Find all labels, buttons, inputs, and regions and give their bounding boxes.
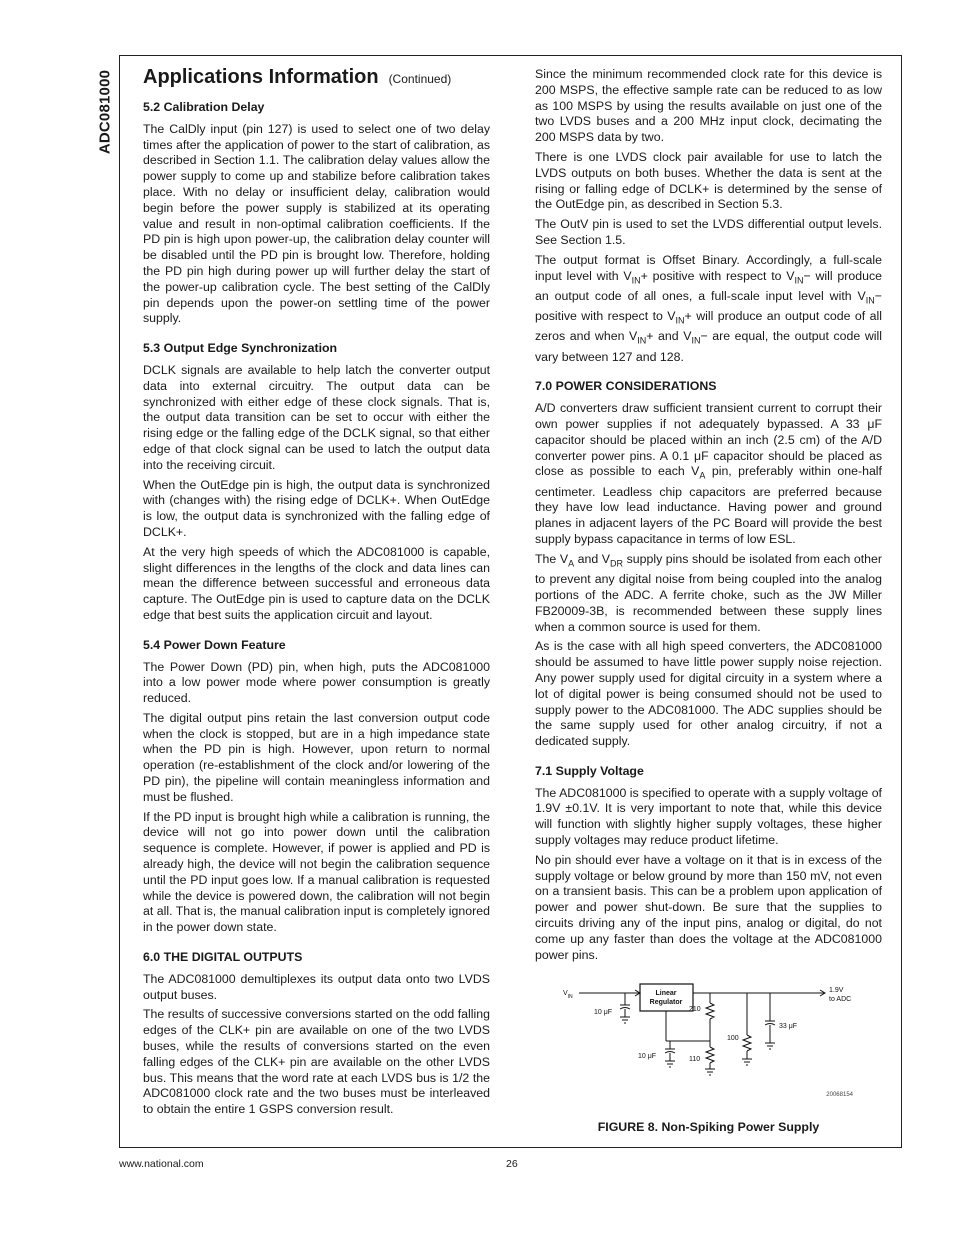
r1-label: 210 [689, 1006, 701, 1014]
para-5-3-2: When the OutEdge pin is high, the output data is synchronized with (changes with) the rising edge of DCLK+. When OutEdge is low, the output data is synchronized with the falling edge of DCLK+. [143, 477, 490, 539]
para-5-3-1: DCLK signals are available to help latch the converter output data into external circuitry. The output data can be synchronized with either edge of these clock signals. That is, the output data transition can be set to occur with either the rising edge or the falling edge of the DCLK signal, so that either edge of that clock signal can be used to latch the output data into the receiving circuit. [143, 362, 490, 472]
title-text: Applications Information [143, 66, 379, 88]
page-title [143, 64, 490, 92]
para-7-0-1: A/D converters draw sufficient transient current to corrupt their own power supplies if not adequately bypassed. A 33 μF capacitor should be placed within an inch (2.5 cm) of the A/D converter power pins. A 0.1 μF capacitor should be placed as close as possible to each $V_A$ pin, preferably within one-half centimeter. Leadless chip capacitors are preferred because they have low lead inductance. Having power and ground planes in adjacent layers of the PC Board will provide the best supply bypass capacitance in terms of low ESL. [535, 401, 882, 547]
footer-page-number: 26 [506, 1158, 518, 1170]
left-column [143, 64, 490, 1122]
r2-resistor [706, 1047, 714, 1063]
para-6-0-1: The ADC081000 demultiplexes its output data onto two LVDS output buses. [143, 971, 490, 1002]
regulator-label-2: Regulator [649, 999, 683, 1007]
footer-website: www.national.com [119, 1158, 204, 1170]
para-5-4-2: The digital output pins retain the last conversion output code when the clock is stopped, but are in a high impedance state when the PD pin is high. However, upon return to normal operation (re-establishment of the clock and/or lowering of the PD pin), the pipeline will contain meaningless information and must be flushed. [143, 710, 490, 804]
heading-7-0: 7.0 POWER CONSIDERATIONS [535, 379, 717, 394]
right-column [535, 67, 882, 1136]
para-5-4-1: The Power Down (PD) pin, when high, puts the ADC081000 into a low power mode where power consumption is greatly reduced. [143, 659, 490, 706]
heading-5-4: 5.4 Power Down Feature [143, 637, 286, 652]
para-r-1: Since the minimum recommended clock rate for this device is 200 MSPS, the effective sample rate can be reduced to as low as 100 MSPS by using the results available on just one of the two LVDS buses and a 200 MHz input clock, decimating the 200 MSPS data by two. [535, 67, 882, 145]
c3-label: 33 μF [779, 1023, 798, 1031]
figure-caption: FIGURE 8. Non-Spiking Power Supply [597, 1120, 820, 1135]
figure-8-schematic [535, 983, 882, 1108]
para-7-0-3: As is the case with all high speed converters, the ADC081000 should be assumed to have little power supply noise rejection. Any power supply used for digital circuity in a system where a lot of digital power is being consumed should not be used to supply power to the ADC081000. The ADC supplies should be the same supply used for other analog circuitry, if not a dedicated supply. [535, 639, 882, 749]
heading-5-2: 5.2 Calibration Delay [143, 100, 265, 114]
para-7-1-1: The ADC081000 is specified to operate with a supply voltage of 1.9V ±0.1V. It is very important to note that, while this device will function with slightly higher supply voltages, these higher supply voltages may reduce product lifetime. [535, 785, 882, 848]
title-continued: (Continued) [388, 72, 452, 86]
r3-label: 100 [727, 1035, 739, 1043]
schematic-svg [535, 983, 882, 1108]
para-output-format: The output format is Offset Binary. Accordingly, a full-scale input level with $V_{IN}+$ positive with respect to $V_{IN}-$ will produce an output code of all ones, a full-scale input level with $V_{IN}-$ positive with respect to $V_{IN}+$ will produce an output code of all zeros and when $V_{IN}+$ and $V_{IN}-$ are equal, the output code will vary between 127 and 128. [535, 252, 882, 364]
para-5-4-3: If the PD input is brought high while a calibration is running, the device will not go into power down until the calibration sequence is complete. However, if power is applied and PD is already high, the device will not begin the calibration sequence until the PD input goes low. If a manual calibration is requested while the device is powered down, the calibration will not begin at all. That is, the manual calibration input is completely ignored in the power down state. [143, 809, 490, 935]
regulator-label-1: Linear [655, 990, 677, 998]
para-5-2-1: The CalDly input (pin 127) is used to select one of two delay times after the application of power to the start of calibration, as described in Section 1.1. The calibration delay values allow the power supply to come up and stabilize before calibration takes place. With no delay or insufficient delay, calibration would begin before the power supply is stabilized at its operating value and result in non-optimal calibration coefficients. If the PD pin is high upon power-up, the calibration delay counter will be disabled until the PD pin is brought low. Therefore, holding the PD pin high during power up will further delay the start of the power-up calibration cycle. The best setting of the CalDly pin depends upon the power-on settling time of the power supply. [143, 121, 490, 326]
para-r-3: The OutV pin is used to set the LVDS differential output levels. See Section 1.5. [535, 217, 882, 247]
para-7-0-2: The $V_A$ and $V_{DR}$ supply pins should be isolated from each other to prevent any digital noise from being coupled into the analog portions of the ADC. A ferrite choke, such as the JW Miller FB20009-3B, is recommended between these supply lines when a common source is used for them. [535, 551, 882, 634]
c1-label: 10 μF [594, 1009, 613, 1017]
c1-plate-bottom [620, 1008, 630, 1010]
heading-6-0: 6.0 THE DIGITAL OUTPUTS [143, 950, 303, 965]
side-label-text: ADC081000 [96, 69, 114, 155]
output-label-1: 1.9V [829, 987, 844, 995]
side-part-number [92, 57, 118, 167]
ground-icon [620, 1017, 630, 1023]
para-6-0-2: The results of successive conversions started on the odd falling edges of the CLK+ pin are available on one of the two LVDS buses, while the results of conversions started on the even falling edges of the CLK+ pin are available on the other LVDS bus. This means that the word rate at each LVDS bus is 1/2 the ADC081000 clock rate and the two buses must be interleaved to obtain the entire 1 GSPS conversion result. [143, 1007, 490, 1117]
ground-icon [665, 1061, 675, 1067]
para-5-3-3: At the very high speeds of which the ADC081000 is capable, slight differences in the lengths of the clock and data lines can mean the difference between successful and erroneous data capture. The OutEdge pin is used to capture data on the DCLK edge that best suits the application circuit and layout. [143, 544, 490, 622]
c3-plate-bottom [765, 1024, 775, 1026]
r2-label: 110 [689, 1056, 701, 1064]
c2-label: 10 μF [638, 1053, 657, 1061]
heading-5-3: 5.3 Output Edge Synchronization [143, 341, 338, 356]
vin-label: $V_{IN}$ [563, 990, 573, 1001]
ground-icon [705, 1069, 715, 1075]
r3-resistor [743, 1035, 751, 1051]
c2-plate-bottom [665, 1052, 675, 1054]
para-7-1-2: No pin should ever have a voltage on it that is in excess of the supply voltage or below ground by more than 150 mV, not even on a transient basis. This can be a problem upon application of power and power shut-down. Be sure that the supplies to circuits driving any of the input pins, analog or digital, do not come up any faster than does the voltage at the ADC081000 power pins. [535, 852, 882, 962]
ground-icon [742, 1059, 752, 1065]
para-r-2: There is one LVDS clock pair available for use to latch the LVDS outputs on both buses. Whether the data is sent at the rising or falling edge of DCLK+ is determined by the sense of the OutEdge pin, as described in Section 5.3. [535, 149, 882, 212]
output-label-2: to ADC [829, 996, 852, 1004]
heading-7-1: 7.1 Supply Voltage [535, 763, 644, 778]
r1-resistor [706, 1003, 714, 1019]
linear-regulator-box [640, 984, 693, 1011]
ground-icon [765, 1043, 775, 1049]
figure-code: 20068154 [826, 1092, 853, 1099]
